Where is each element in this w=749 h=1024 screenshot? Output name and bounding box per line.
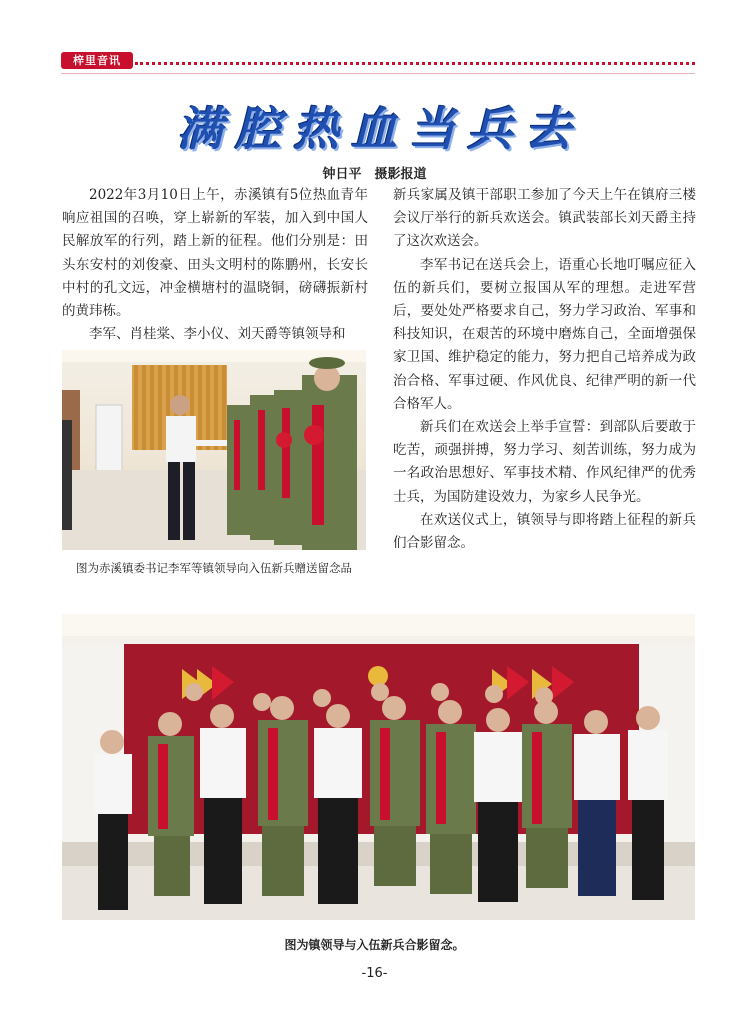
paragraph: 新兵家属及镇干部职工参加了今天上午在镇府三楼会议厅举行的新兵欢送会。镇武装部长刘天爵主持了这次欢送会。	[393, 187, 696, 250]
article-title: 满腔热血当兵去	[177, 102, 583, 156]
header-divider	[135, 62, 695, 65]
header-rule	[61, 73, 695, 74]
paragraph: 在欢送仪式上，镇领导与即将踏上征程的新兵们合影留念。	[393, 511, 696, 552]
group-photo-illustration	[62, 614, 695, 920]
ceremony-photo-caption: 图为赤溪镇委书记李军等镇领导向入伍新兵赠送留念品	[76, 561, 352, 575]
ceremony-photo	[62, 350, 366, 550]
paragraph: 李军、肖桂棠、李小仪、刘天爵等镇领导和	[89, 326, 346, 343]
article-byline: 钟日平 摄影报道	[322, 167, 427, 182]
paragraph: 2022年3月10日上午，赤溪镇有5位热血青年响应祖国的召唤，穿上崭新的军装，加入到中国人民解放军的行列，踏上新的征程。他们分别是：田头东安村的刘俊豪、田头文明村的陈鹏州，长安长中村的孔文远，冲金横塘村的温晓铜，磅礴振新村的黄玮栋。	[62, 187, 368, 320]
paragraph: 李军书记在送兵会上，语重心长地叮嘱应征入伍的新兵们，要树立报国从军的理想。走进军营后，要处处严格要求自己，努力学习政治、军事和科技知识，在艰苦的环境中磨炼自己，全面增强保家卫国、维护稳定的能力，努力把自己培养成为政治合格、军事过硬、作风优良、纪律严明的新一代合格军人。	[393, 256, 696, 412]
section-tag: 梓里音讯	[61, 52, 133, 69]
left-column	[62, 184, 368, 346]
ceremony-photo-illustration	[62, 350, 366, 550]
page-number: -16-	[361, 966, 388, 981]
right-column	[393, 184, 696, 555]
group-photo-caption: 图为镇领导与入伍新兵合影留念。	[284, 938, 465, 952]
group-photo	[62, 614, 695, 920]
paragraph: 新兵们在欢送会上举手宣誓：到部队后要敢于吃苦，顽强拼搏，努力学习、刻苦训练，努力成为一名政治思想好、军事技术精、作风纪律严的优秀士兵，为国防建设效力，为家乡人民争光。	[393, 419, 696, 505]
